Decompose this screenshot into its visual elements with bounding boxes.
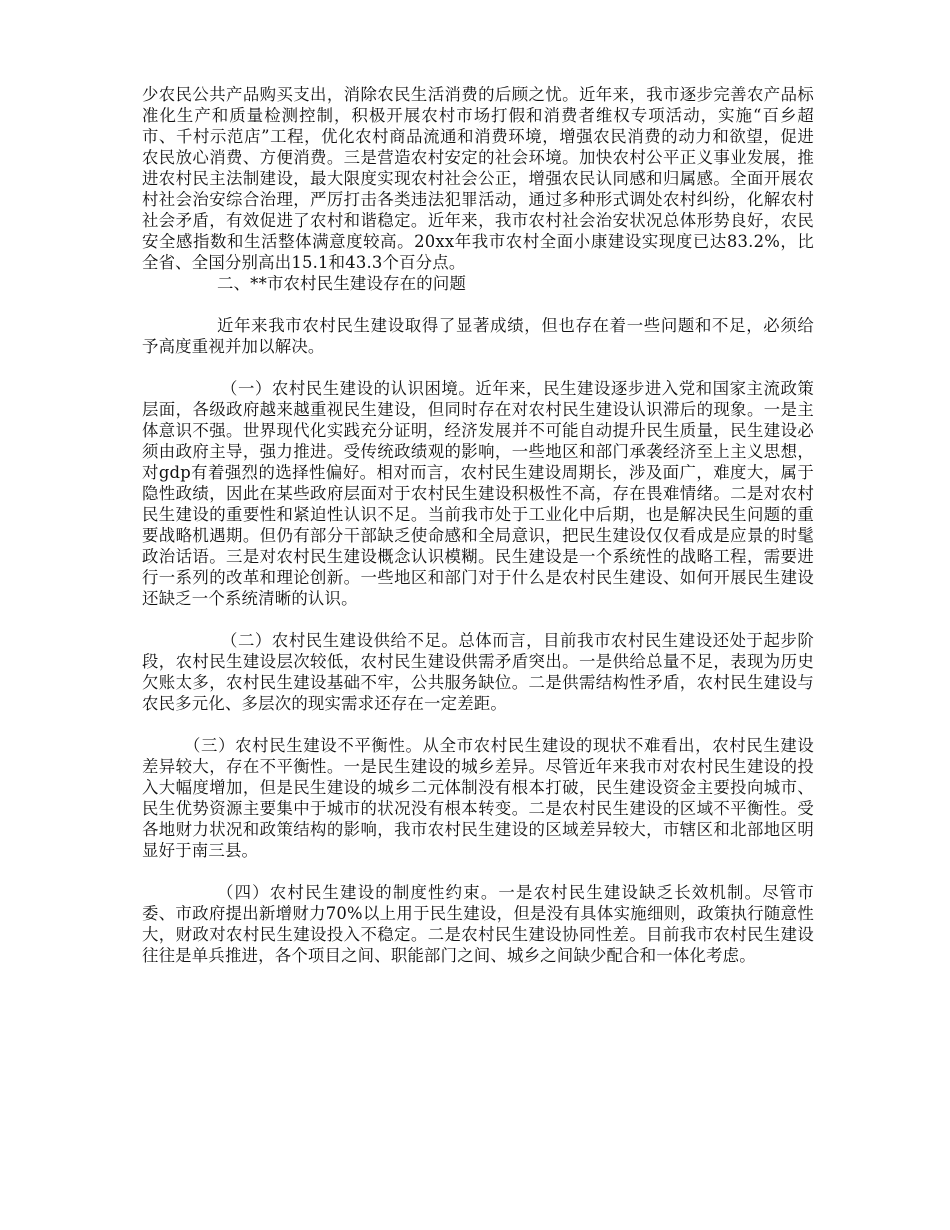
paragraph-insufficient-supply: （二）农村民生建设供给不足。总体而言，目前我市农村民生建设还处于起步阶段，农村民生建设层次较低，农村民生建设供需矛盾突出。一是供给总量不足，表现为历史欠账太多，农村民生建设基础不牢，公共服务缺位。二是供需结构性矛盾，农村民生建设与农民多元化、多层次的现实需求还存在一定差距。: [142, 631, 814, 713]
paragraph-institutional-constraints: （四）农村民生建设的制度性约束。一是农村民生建设缺乏长效机制。尽管市委、市政府提出新增财力70%以上用于民生建设，但是没有具体实施细则，政策执行随意性大，财政对农村民生建设投入不稳定。二是农村民生建设协同性差。目前我市农村民生建设往往是单兵推进，各个项目之间、职能部门之间、城乡之间缺少配合和一体化考虑。: [142, 883, 814, 965]
paragraph-imbalance: （三）农村民生建设不平衡性。从全市农村民生建设的现状不难看出，农村民生建设差异较大，存在不平衡性。一是民生建设的城乡差异。尽管近年来我市对农村民生建设的投入大幅度增加，但是民生建设的城乡二元体制没有根本打破，民生建设资金主要投向城市、民生优势资源主要集中于城市的状况没有根本转变。二是农村民生建设的区域不平衡性。受各地财力状况和政策结构的影响，我市农村民生建设的区域差异较大，市辖区和北部地区明显好于南三县。: [142, 736, 814, 860]
paragraph-intro-problems: 近年来我市农村民生建设取得了显著成绩，但也存在着一些问题和不足，必须给予高度重视并加以解决。: [142, 316, 814, 356]
document-page: [142, 84, 814, 966]
paragraph-cognitive-dilemma: （一）农村民生建设的认识困境。近年来，民生建设逐步进入党和国家主流政策层面，各级政府越来越重视民生建设，但同时存在对农村民生建设认识滞后的现象。一是主体意识不强。世界现代化实践充分证明，经济发展并不可能自动提升民生质量，民生建设必须由政府主导，强力推进。受传统政绩观的影响，一些地区和部门承袭经济至上主义思想，对gdp有着强烈的选择性偏好。相对而言，农村民生建设周期长，涉及面广，难度大，属于隐性政绩，因此在某些政府层面对于农村民生建设积极性不高，存在畏难情绪。二是对农村民生建设的重要性和紧迫性认识不足。当前我市处于工业化中后期，也是解决民生问题的重要战略机遇期。但仍有部分干部缺乏使命感和全局意识，把民生建设仅仅看成是应景的时髦政治话语。三是对农村民生建设概念认识模糊。民生建设是一个系统性的战略工程，需要进行一系列的改革和理论创新。一些地区和部门对于什么是农村民生建设、如何开展民生建设还缺乏一个系统清晰的认识。: [142, 379, 814, 608]
section-heading-problems: 二、**市农村民生建设存在的问题: [217, 274, 467, 293]
paragraph-rural-consumption: 少农民公共产品购买支出，消除农民生活消费的后顾之忧。近年来，我市逐步完善农产品标准化生产和质量检测控制，积极开展农村市场打假和消费者维权专项活动，实施“百乡超市、千村示范店”工程，优化农村商品流通和消费环境，增强农民消费的动力和欲望，促进农民放心消费、方便消费。三是营造农村安定的社会环境。加快农村公平正义事业发展，推进农村民主法制建设，最大限度实现农村社会公正，增强农民认同感和归属感。全面开展农村社会治安综合治理，严厉打击各类违法犯罪活动，通过多种形式调处农村纠纷，化解农村社会矛盾，有效促进了农村和谐稳定。近年来，我市农村社会治安状况总体形势良好，农民安全感指数和生活整体满意度较高。20xx年我市农村全面小康建设实现度已达83.2%，比全省、全国分别高出15.1和43.3个百分点。: [142, 85, 814, 272]
